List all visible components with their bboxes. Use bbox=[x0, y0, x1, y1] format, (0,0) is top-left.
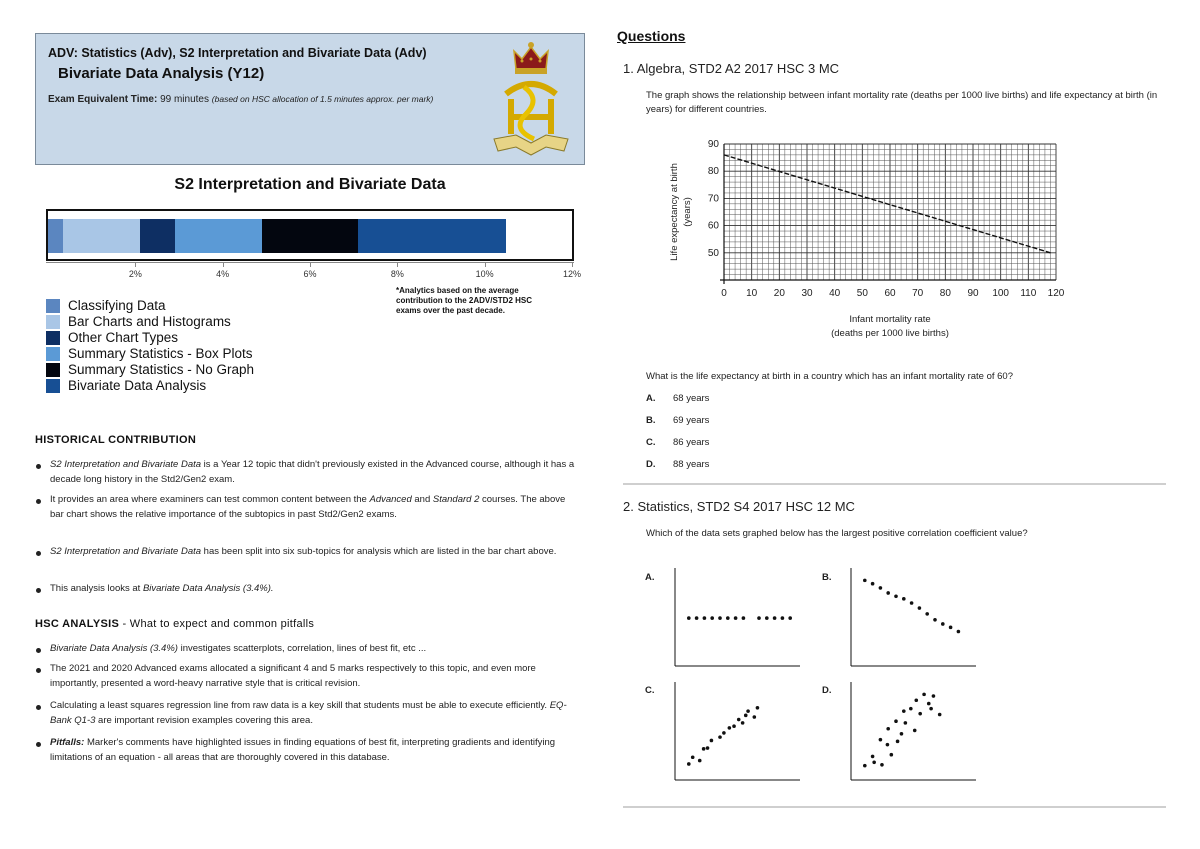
scatter-point bbox=[726, 616, 730, 620]
legend-label: Bivariate Data Analysis bbox=[68, 378, 207, 393]
option-letter: C. bbox=[646, 437, 656, 448]
historical-b2-emphasis-2: Standard 2 bbox=[432, 494, 480, 505]
scatter-point bbox=[894, 595, 898, 599]
stacked-bar-chart bbox=[46, 209, 574, 261]
x-tick-label: 50 bbox=[856, 288, 868, 299]
bar-axis-tick bbox=[310, 262, 311, 267]
x-axis-label-units: (deaths per 1000 live births) bbox=[831, 328, 949, 339]
legend-label: Bar Charts and Histograms bbox=[68, 314, 231, 329]
q1-title: 1. Algebra, STD2 A2 2017 HSC 3 MC bbox=[623, 61, 840, 76]
scatter-point bbox=[698, 759, 702, 763]
bar-segment-4 bbox=[175, 219, 262, 253]
header-course-line: ADV: Statistics (Adv), S2 Interpretation and Bivariate Data (Adv) bbox=[48, 46, 427, 60]
scatter-point bbox=[927, 702, 931, 706]
legend-swatch bbox=[46, 331, 60, 345]
scatter-point bbox=[863, 764, 867, 768]
x-tick-label: 10 bbox=[746, 288, 758, 299]
scatter-point bbox=[728, 726, 732, 730]
scatter-point bbox=[781, 616, 785, 620]
legend-swatch bbox=[46, 347, 60, 361]
scatter-point bbox=[757, 616, 761, 620]
section-title: S2 Interpretation and Bivariate Data bbox=[174, 176, 446, 193]
scatter-point bbox=[718, 616, 722, 620]
legend-label: Summary Statistics - Box Plots bbox=[68, 346, 253, 361]
x-tick-label: 30 bbox=[801, 288, 813, 299]
historical-b2-text-c: courses. The above bar chart shows the relative importance of the subtopics in past Std2/Gen2 exams. bbox=[50, 494, 566, 520]
historical-b2-text-b: and bbox=[411, 494, 433, 505]
scatter-point bbox=[918, 712, 922, 716]
x-tick-label: 60 bbox=[884, 288, 896, 299]
q2-title: 2. Statistics, STD2 S4 2017 HSC 12 MC bbox=[623, 499, 855, 514]
header-topic-title: Bivariate Data Analysis (Y12) bbox=[58, 65, 265, 82]
q2-text: Which of the data sets graphed below has the largest positive correlation coefficient value? bbox=[646, 528, 1028, 539]
analysis-bullet-4 bbox=[36, 736, 581, 765]
scatter-point bbox=[909, 707, 913, 711]
scatter-point bbox=[722, 731, 726, 735]
bar-axis-tick bbox=[223, 262, 224, 267]
header-box bbox=[35, 33, 585, 165]
scatter-point bbox=[788, 616, 792, 620]
scatter-point bbox=[702, 747, 706, 751]
scatter-label: D. bbox=[822, 685, 832, 696]
legend-label: Classifying Data bbox=[68, 298, 166, 313]
legend-swatch bbox=[46, 363, 60, 377]
bullet-icon bbox=[36, 668, 41, 673]
bar-axis-tick-label: 8% bbox=[390, 269, 404, 279]
scatter-point bbox=[695, 616, 699, 620]
scatter-point bbox=[949, 626, 953, 630]
bar-axis-tick bbox=[135, 262, 136, 267]
legend-swatch bbox=[46, 315, 60, 329]
historical-b1-emphasis: S2 Interpretation and Bivariate Data bbox=[50, 459, 202, 470]
scatter-point bbox=[773, 616, 777, 620]
x-tick-label: 110 bbox=[1020, 288, 1037, 299]
historical-b3-text: has been split into six sub-topics for analysis which are listed in the bar chart above. bbox=[201, 546, 557, 557]
bar-axis-tick bbox=[485, 262, 486, 267]
x-tick-label: 80 bbox=[939, 288, 951, 299]
scatter-point bbox=[734, 616, 738, 620]
x-tick-label: 90 bbox=[967, 288, 979, 299]
option-text: 68 years bbox=[673, 393, 710, 404]
historical-b4-text-a: This analysis looks at bbox=[50, 583, 143, 594]
exam-time bbox=[48, 94, 478, 105]
scatter-point bbox=[957, 630, 961, 634]
analysis-heading-bold: HSC ANALYSIS bbox=[35, 618, 120, 630]
historical-bullet-3 bbox=[36, 545, 581, 560]
analysis-bullet-3 bbox=[36, 699, 581, 728]
historical-b3-emphasis: S2 Interpretation and Bivariate Data bbox=[50, 546, 202, 557]
scatter-point bbox=[914, 698, 918, 702]
legend-label: Summary Statistics - No Graph bbox=[68, 362, 255, 377]
analysis-b1-emphasis: Bivariate Data Analysis (3.4%) bbox=[50, 643, 178, 654]
bullet-icon bbox=[36, 499, 41, 504]
scatter-point bbox=[941, 622, 945, 626]
x-axis-label: Infant mortality rate bbox=[849, 314, 931, 325]
scatter-point bbox=[765, 616, 769, 620]
bar-axis-tick bbox=[397, 262, 398, 267]
historical-bullet-4 bbox=[36, 582, 581, 597]
analysis-b1-text: investigates scatterplots, correlation, lines of best fit, etc ... bbox=[177, 643, 427, 654]
scatter-point bbox=[932, 694, 936, 698]
q1-option-d[interactable] bbox=[646, 459, 709, 470]
analysis-b4-text: Marker's comments have highlighted issues in finding equations of best fit, interpreting gradients and identifying limitations of an equation - all areas that are thoroughly covered in this database. bbox=[50, 737, 556, 763]
scatter-point bbox=[710, 616, 714, 620]
scatter-point bbox=[871, 582, 875, 586]
option-text: 86 years bbox=[673, 437, 710, 448]
scatter-point bbox=[879, 586, 883, 590]
divider bbox=[623, 483, 1166, 485]
scatter-point bbox=[900, 732, 904, 736]
bar-axis-tick-label: 12% bbox=[562, 269, 581, 279]
q2-scatter-plots bbox=[640, 560, 980, 785]
bullet-icon bbox=[36, 464, 41, 469]
bar-axis-tick-label: 10% bbox=[475, 269, 494, 279]
scatter-point bbox=[744, 714, 748, 718]
scatter-point bbox=[910, 601, 914, 605]
analysis-b3-emphasis: EQ-Bank Q1-3 bbox=[50, 700, 567, 726]
option-text: 88 years bbox=[673, 459, 710, 470]
bullet-icon bbox=[36, 588, 41, 593]
x-tick-label: 0 bbox=[721, 288, 727, 299]
scatter-point bbox=[872, 760, 876, 764]
scatter-point bbox=[718, 735, 722, 739]
crest-logo-icon bbox=[486, 39, 576, 164]
scatter-point bbox=[710, 739, 714, 743]
bar-axis-tick-label: 6% bbox=[303, 269, 317, 279]
bullet-icon bbox=[36, 705, 41, 710]
q1-option-c[interactable] bbox=[646, 437, 709, 448]
q1-text: The graph shows the relationship between infant mortality rate (deaths per 1000 live births) and life expectancy at birth (in years) for different countries. bbox=[646, 90, 1158, 115]
x-tick-label: 40 bbox=[829, 288, 841, 299]
scatter-label: A. bbox=[645, 572, 655, 583]
analysis-bullet-1 bbox=[36, 642, 581, 657]
bar-segment-5 bbox=[262, 219, 358, 253]
analysis-b3-text-b: are important revision examples covering this area. bbox=[95, 714, 313, 726]
analysis-b2-text: The 2021 and 2020 Advanced exams allocated a significant 4 and 5 marks respectively to this topic, and even more importantly, presented a word-heavy narrative style that is critical revision. bbox=[50, 663, 536, 689]
scatter-point bbox=[742, 616, 746, 620]
exam-time-value: 99 minutes bbox=[160, 94, 209, 105]
option-text: 69 years bbox=[673, 415, 710, 426]
scatter-point bbox=[894, 719, 898, 723]
bar-segment-3 bbox=[140, 219, 175, 253]
analysis-heading bbox=[35, 618, 314, 630]
analysis-b3-text-a: Calculating a least squares regression line from raw data is a key skill that students must be able to execute efficiently. bbox=[50, 700, 550, 711]
scatter-point bbox=[933, 618, 937, 622]
scatter-point bbox=[890, 753, 894, 757]
scatter-point bbox=[904, 721, 908, 725]
bar-segment-1 bbox=[48, 219, 63, 253]
scatter-label: B. bbox=[822, 572, 832, 583]
scatter-point bbox=[863, 579, 867, 583]
y-tick-label: 50 bbox=[707, 247, 719, 259]
scatter-point bbox=[896, 740, 900, 744]
bar-segment-2 bbox=[63, 219, 139, 253]
x-tick-label: 70 bbox=[912, 288, 924, 299]
scatter-point bbox=[880, 763, 884, 767]
option-letter: A. bbox=[646, 393, 656, 404]
scatter-point bbox=[756, 706, 760, 710]
historical-b4-emphasis: Bivariate Data Analysis (3.4%). bbox=[142, 583, 274, 594]
historical-b2-text-a: It provides an area where examiners can test common content between the bbox=[50, 494, 370, 505]
scatter-point bbox=[706, 746, 710, 750]
scatter-point bbox=[922, 693, 926, 697]
scatter-label: C. bbox=[645, 685, 655, 696]
bullet-icon bbox=[36, 551, 41, 556]
scatter-point bbox=[918, 606, 922, 610]
scatter-point bbox=[691, 755, 695, 759]
y-tick-label: 60 bbox=[707, 220, 719, 232]
historical-b2-emphasis-1: Advanced bbox=[369, 494, 412, 505]
scatter-point bbox=[913, 729, 917, 733]
questions-heading: Questions bbox=[617, 28, 686, 44]
historical-bullet-1 bbox=[36, 458, 581, 487]
analysis-b4-bold: Pitfalls: bbox=[50, 737, 85, 748]
scatter-point bbox=[687, 762, 691, 766]
x-tick-label: 100 bbox=[992, 288, 1010, 299]
legend-label: Other Chart Types bbox=[68, 330, 179, 345]
scatter-point bbox=[871, 755, 875, 759]
scatter-point bbox=[886, 591, 890, 595]
bullet-icon bbox=[36, 648, 41, 653]
chart-footnote: *Analytics based on the average contribution to the 2ADV/STD2 HSC exams over the past decade. bbox=[396, 286, 532, 315]
scatter-point bbox=[753, 715, 757, 719]
y-tick-label: 80 bbox=[707, 166, 719, 178]
scatter-point bbox=[938, 713, 942, 717]
exam-time-note: (based on HSC allocation of 1.5 minutes approx. per mark) bbox=[211, 94, 434, 104]
q1-option-b[interactable] bbox=[646, 415, 709, 426]
legend-swatch bbox=[46, 299, 60, 313]
analysis-heading-rest: - What to expect and common pitfalls bbox=[119, 618, 315, 630]
scatter-point bbox=[746, 709, 750, 713]
historical-b1-text: is a Year 12 topic that didn't previously existed in the Advanced course, although it has a decade long history in the Std2/Gen2 exam. bbox=[50, 459, 575, 485]
scatter-point bbox=[732, 724, 736, 728]
scatter-point bbox=[886, 743, 890, 747]
bar-segment-6 bbox=[358, 219, 506, 253]
historical-heading: HISTORICAL CONTRIBUTION bbox=[35, 434, 197, 446]
scatter-point bbox=[902, 597, 906, 601]
bar-axis-tick-label: 2% bbox=[128, 269, 142, 279]
scatter-point bbox=[886, 727, 890, 731]
scatter-point bbox=[703, 616, 707, 620]
q1-line-graph bbox=[660, 134, 1080, 344]
bar-axis-tick-label: 4% bbox=[216, 269, 230, 279]
bar-axis-tick bbox=[572, 262, 573, 267]
scatter-point bbox=[879, 738, 883, 742]
x-tick-label: 20 bbox=[773, 288, 785, 299]
q1-question: What is the life expectancy at birth in a country which has an infant mortality rate of 60? bbox=[646, 371, 1013, 382]
y-axis-label-units: (years) bbox=[682, 197, 693, 227]
scatter-point bbox=[687, 616, 691, 620]
scatter-point bbox=[925, 612, 929, 616]
analysis-bullet-2 bbox=[36, 662, 581, 691]
x-tick-label: 120 bbox=[1047, 288, 1065, 299]
y-tick-label: 90 bbox=[707, 139, 719, 150]
y-tick-label: 70 bbox=[707, 193, 719, 205]
legend-swatch bbox=[46, 379, 60, 393]
divider bbox=[623, 806, 1166, 808]
bullet-icon bbox=[36, 742, 41, 747]
y-axis-label: Life expectancy at birth bbox=[669, 163, 680, 261]
historical-bullet-2 bbox=[36, 493, 581, 522]
scatter-point bbox=[929, 707, 933, 711]
q1-option-a[interactable] bbox=[646, 393, 709, 404]
scatter-point bbox=[902, 709, 906, 713]
option-letter: B. bbox=[646, 415, 656, 426]
option-letter: D. bbox=[646, 459, 656, 470]
scatter-point bbox=[741, 721, 745, 725]
scatter-point bbox=[737, 718, 741, 722]
exam-time-label: Exam Equivalent Time: bbox=[48, 94, 158, 105]
